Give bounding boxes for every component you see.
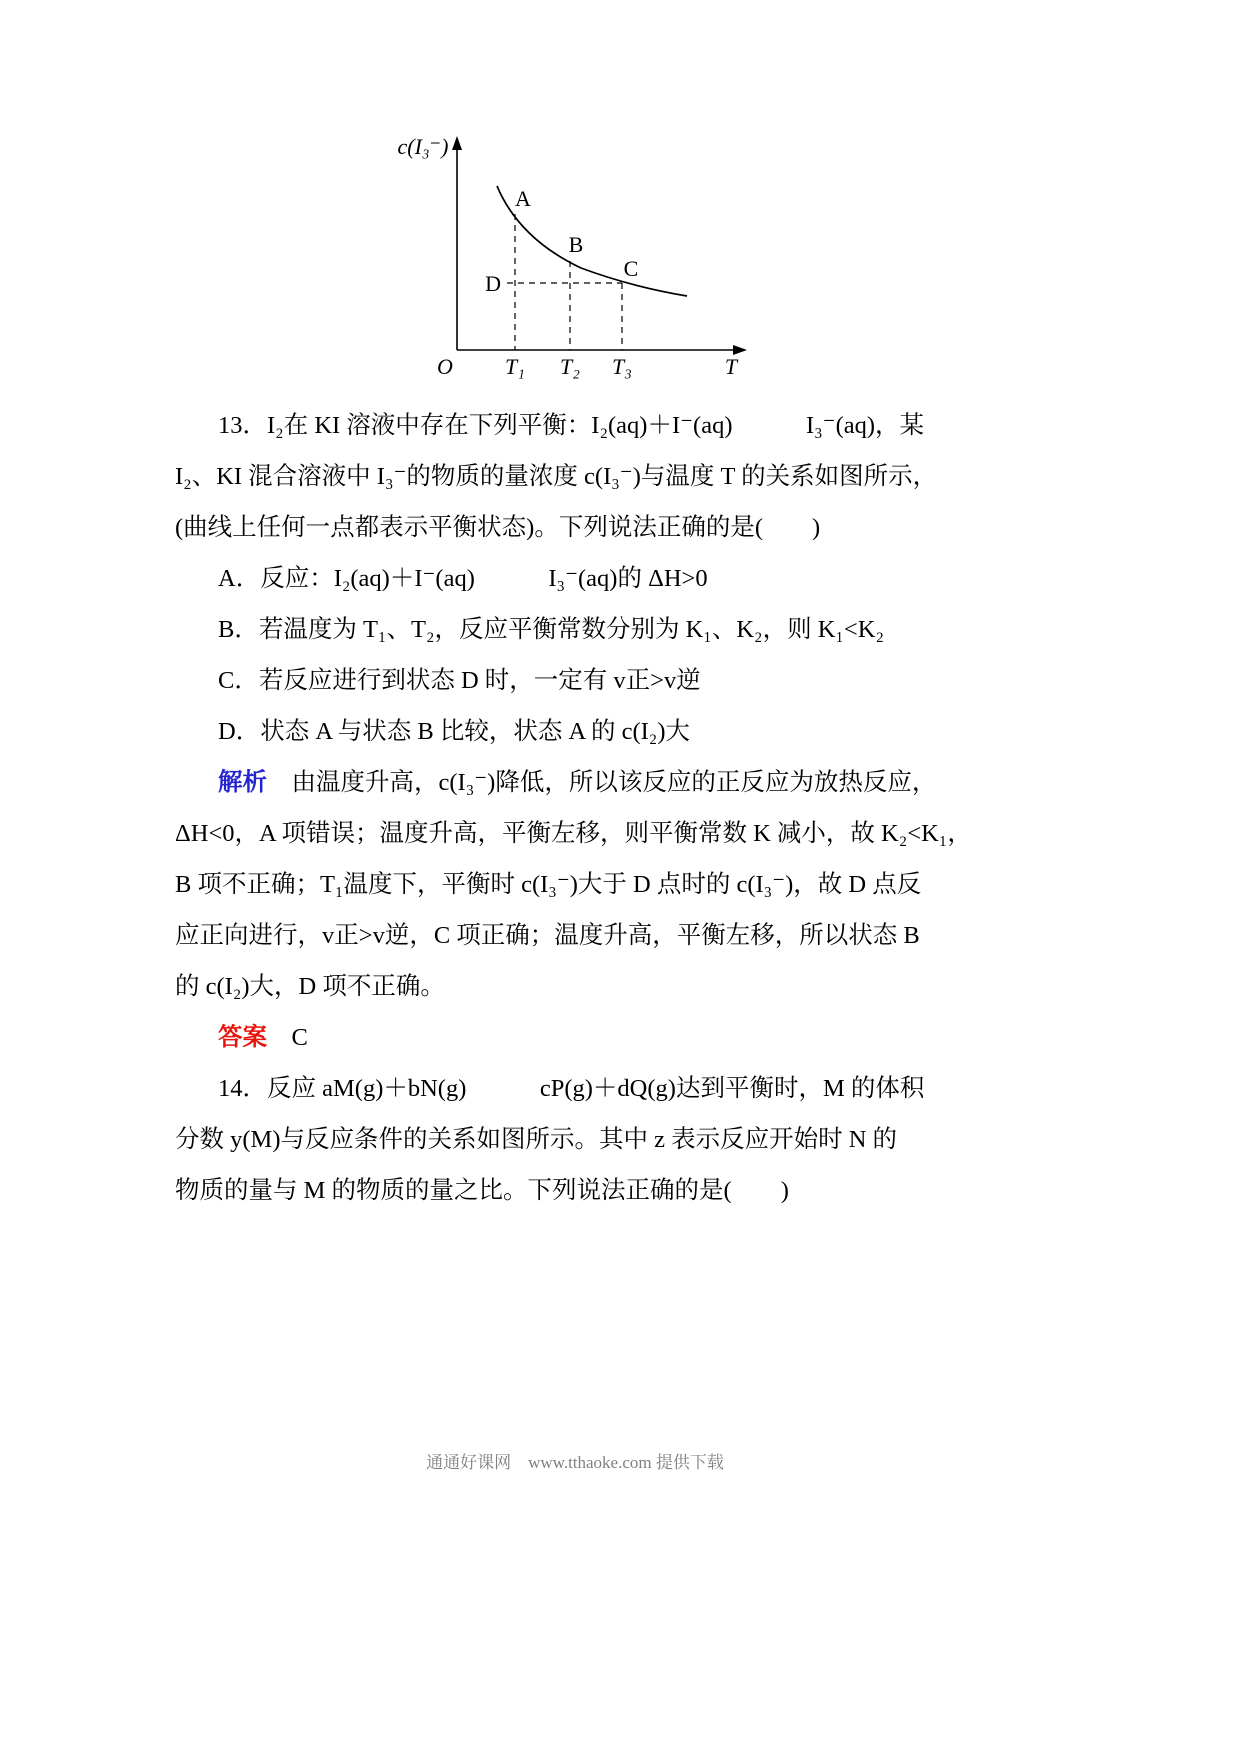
point-c-label: C [623,256,639,281]
q13-stem-line-2: I₂、KI 混合溶液中 I₃⁻的物质的量浓度 c(I₃⁻)与温度 T 的关系如图所示， [175,463,938,490]
page-footer: 通通好课网 www.tthaoke.com 提供下载 [426,1453,724,1472]
q13-option-b: B．若温度为 T₁、T₂，反应平衡常数分别为 K₁、K₂，则 K₁<K₂ [218,616,884,643]
x-axis-label: T [724,354,738,379]
point-a-label: A [515,186,531,211]
tick-label-t1: T₁ [505,354,525,379]
equilibrium-figure [395,128,775,396]
question-text-block [175,400,975,1216]
y-axis-arrow-icon [452,136,462,150]
answer-text: C [267,1024,308,1051]
q13-analysis-line-2: ΔH<0，A 项错误；温度升高，平衡左移，则平衡常数 K 减小，故 K₂<K₁， [175,820,972,847]
analysis-text: 由温度升高，c(I₃⁻)降低，所以该反应的正反应为放热反应， [267,769,937,796]
tick-label-t3: T₃ [612,354,632,379]
q13-analysis-line-5: 的 c(I₂)大，D 项不正确。 [175,973,445,1000]
q13-answer-line [175,1012,975,1063]
q13-option-c: C．若反应进行到状态 D 时，一定有 v正>v逆 [218,667,701,694]
q13-analysis-line-4: 应正向进行，v正>v逆，C 项正确；温度升高，平衡左移，所以状态 B [175,922,920,949]
answer-label: 答案 [218,1024,267,1051]
q13-analysis-line-3: B 项不正确；T₁温度下，平衡时 c(I₃⁻)大于 D 点时的 c(I₃⁻)，故 D 点反 [175,871,922,898]
q13-stem-line-1: 13．I₂在 KI 溶液中存在下列平衡：I₂(aq)＋I⁻(aq) I₃⁻(aq)，某 [218,412,925,439]
analysis-label: 解析 [218,769,267,796]
q14-stem-line-1: 14．反应 aM(g)＋bN(g) cP(g)＋dQ(g)达到平衡时，M 的体积 [218,1075,925,1102]
q14-stem-line-2: 分数 y(M)与反应条件的关系如图所示。其中 z 表示反应开始时 N 的 [175,1126,898,1153]
point-d-label: D [485,271,501,296]
q13-option-d: D．状态 A 与状态 B 比较，状态 A 的 c(I₂)大 [218,718,690,745]
origin-label: O [437,354,453,379]
y-axis-label: c(I₃⁻) [397,134,449,159]
q13-stem-line-3: (曲线上任何一点都表示平衡状态)。下列说法正确的是( ) [175,514,821,541]
q13-analysis-line-1 [175,757,975,808]
q14-stem-line-3: 物质的量与 M 的物质的量之比。下列说法正确的是( ) [175,1177,789,1204]
tick-label-t2: T₂ [560,354,580,379]
point-b-label: B [568,232,584,257]
figure-svg [395,128,775,396]
q13-option-a: A．反应：I₂(aq)＋I⁻(aq) I₃⁻(aq)的 ΔH>0 [218,565,708,592]
